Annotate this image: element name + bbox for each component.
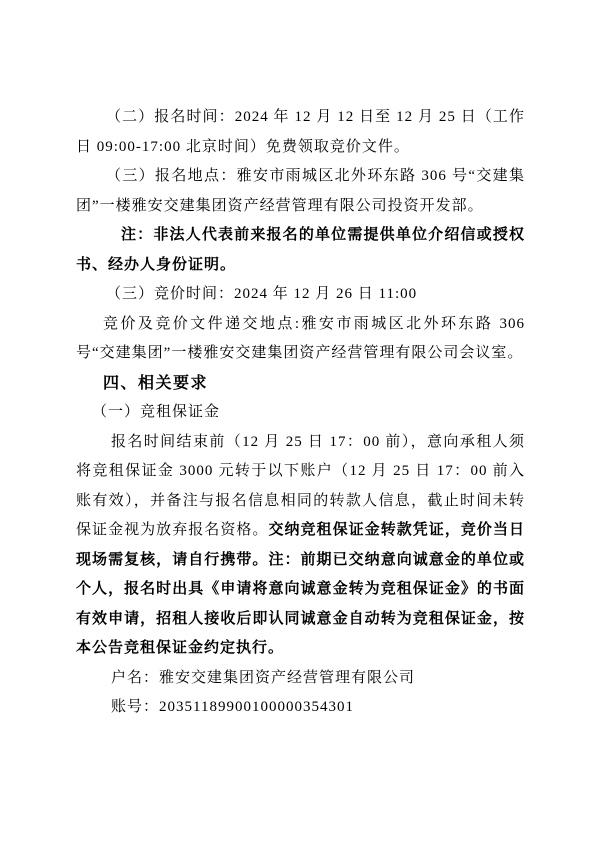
para-deposit-details-text-1: 交纳竞租保证金转款凭证，竞价当日现场需复核，请自行携带。注：前期已交纳意向诚意金的单位或个人，报名时出具《申请将意向诚意金转为竞租保证金》的书面有效申请，招租人接收后即认同诚意金自动转为竞租保证金，按本公告竞租保证金约定执行。 (76, 522, 525, 656)
para-account-number (76, 693, 525, 723)
heading-related-requirements (76, 369, 525, 399)
para-account-number-text-0: 账号：20351189900100000354301 (111, 699, 354, 715)
para-note-authorization-text-0: 注：非法人代表前来报名的单位需提供单位介绍信或授权书、经办人身份证明。 (76, 227, 525, 273)
document-body (76, 103, 525, 723)
para-bidding-time (76, 280, 525, 310)
heading-related-requirements-text-0: 四、相关要求 (103, 374, 209, 392)
para-bidding-time-text-0: （三）竞价时间：2024 年 12 月 26 日 11:00 (106, 286, 418, 302)
para-registration-time-text-0: （二）报名时间：2024 年 12 月 12 日至 12 月 25 日（工作日 09:00-17:00 北京时间）免费领取竞价文件。 (76, 109, 525, 155)
para-note-authorization (76, 221, 525, 280)
subheading-bid-deposit (76, 398, 525, 428)
para-account-name-text-0: 户名：雅安交建集团资产经营管理有限公司 (111, 669, 416, 686)
subheading-bid-deposit-text-0: （一）竞租保证金 (92, 404, 221, 420)
para-registration-place (76, 162, 525, 221)
para-bidding-place (76, 310, 525, 369)
para-registration-place-text-0: （三）报名地点：雅安市雨城区北外环东路 306 号“交建集团”一楼雅安交建集团资产经营管理有限公司投资开发部。 (76, 168, 525, 214)
para-bidding-place-text-0: 竞价及竞价文件递交地点:雅安市雨城区北外环东路 306 号“交建集团”一楼雅安交建集团资产经营管理有限公司会议室。 (76, 315, 525, 361)
para-registration-time (76, 103, 525, 162)
para-deposit-details-text-0: 报名时间结束前（12 月 25 日 17：00 前），意向承租人须将竞租保证金 3000 元转于以下账户（12 月 25 日 17：00 前入账有效），并备注与报名信息相同的转款人信息，截止时间未转保证金视为放弃报名资格。 (76, 433, 525, 538)
para-deposit-details (76, 428, 525, 664)
para-account-name (76, 664, 525, 694)
